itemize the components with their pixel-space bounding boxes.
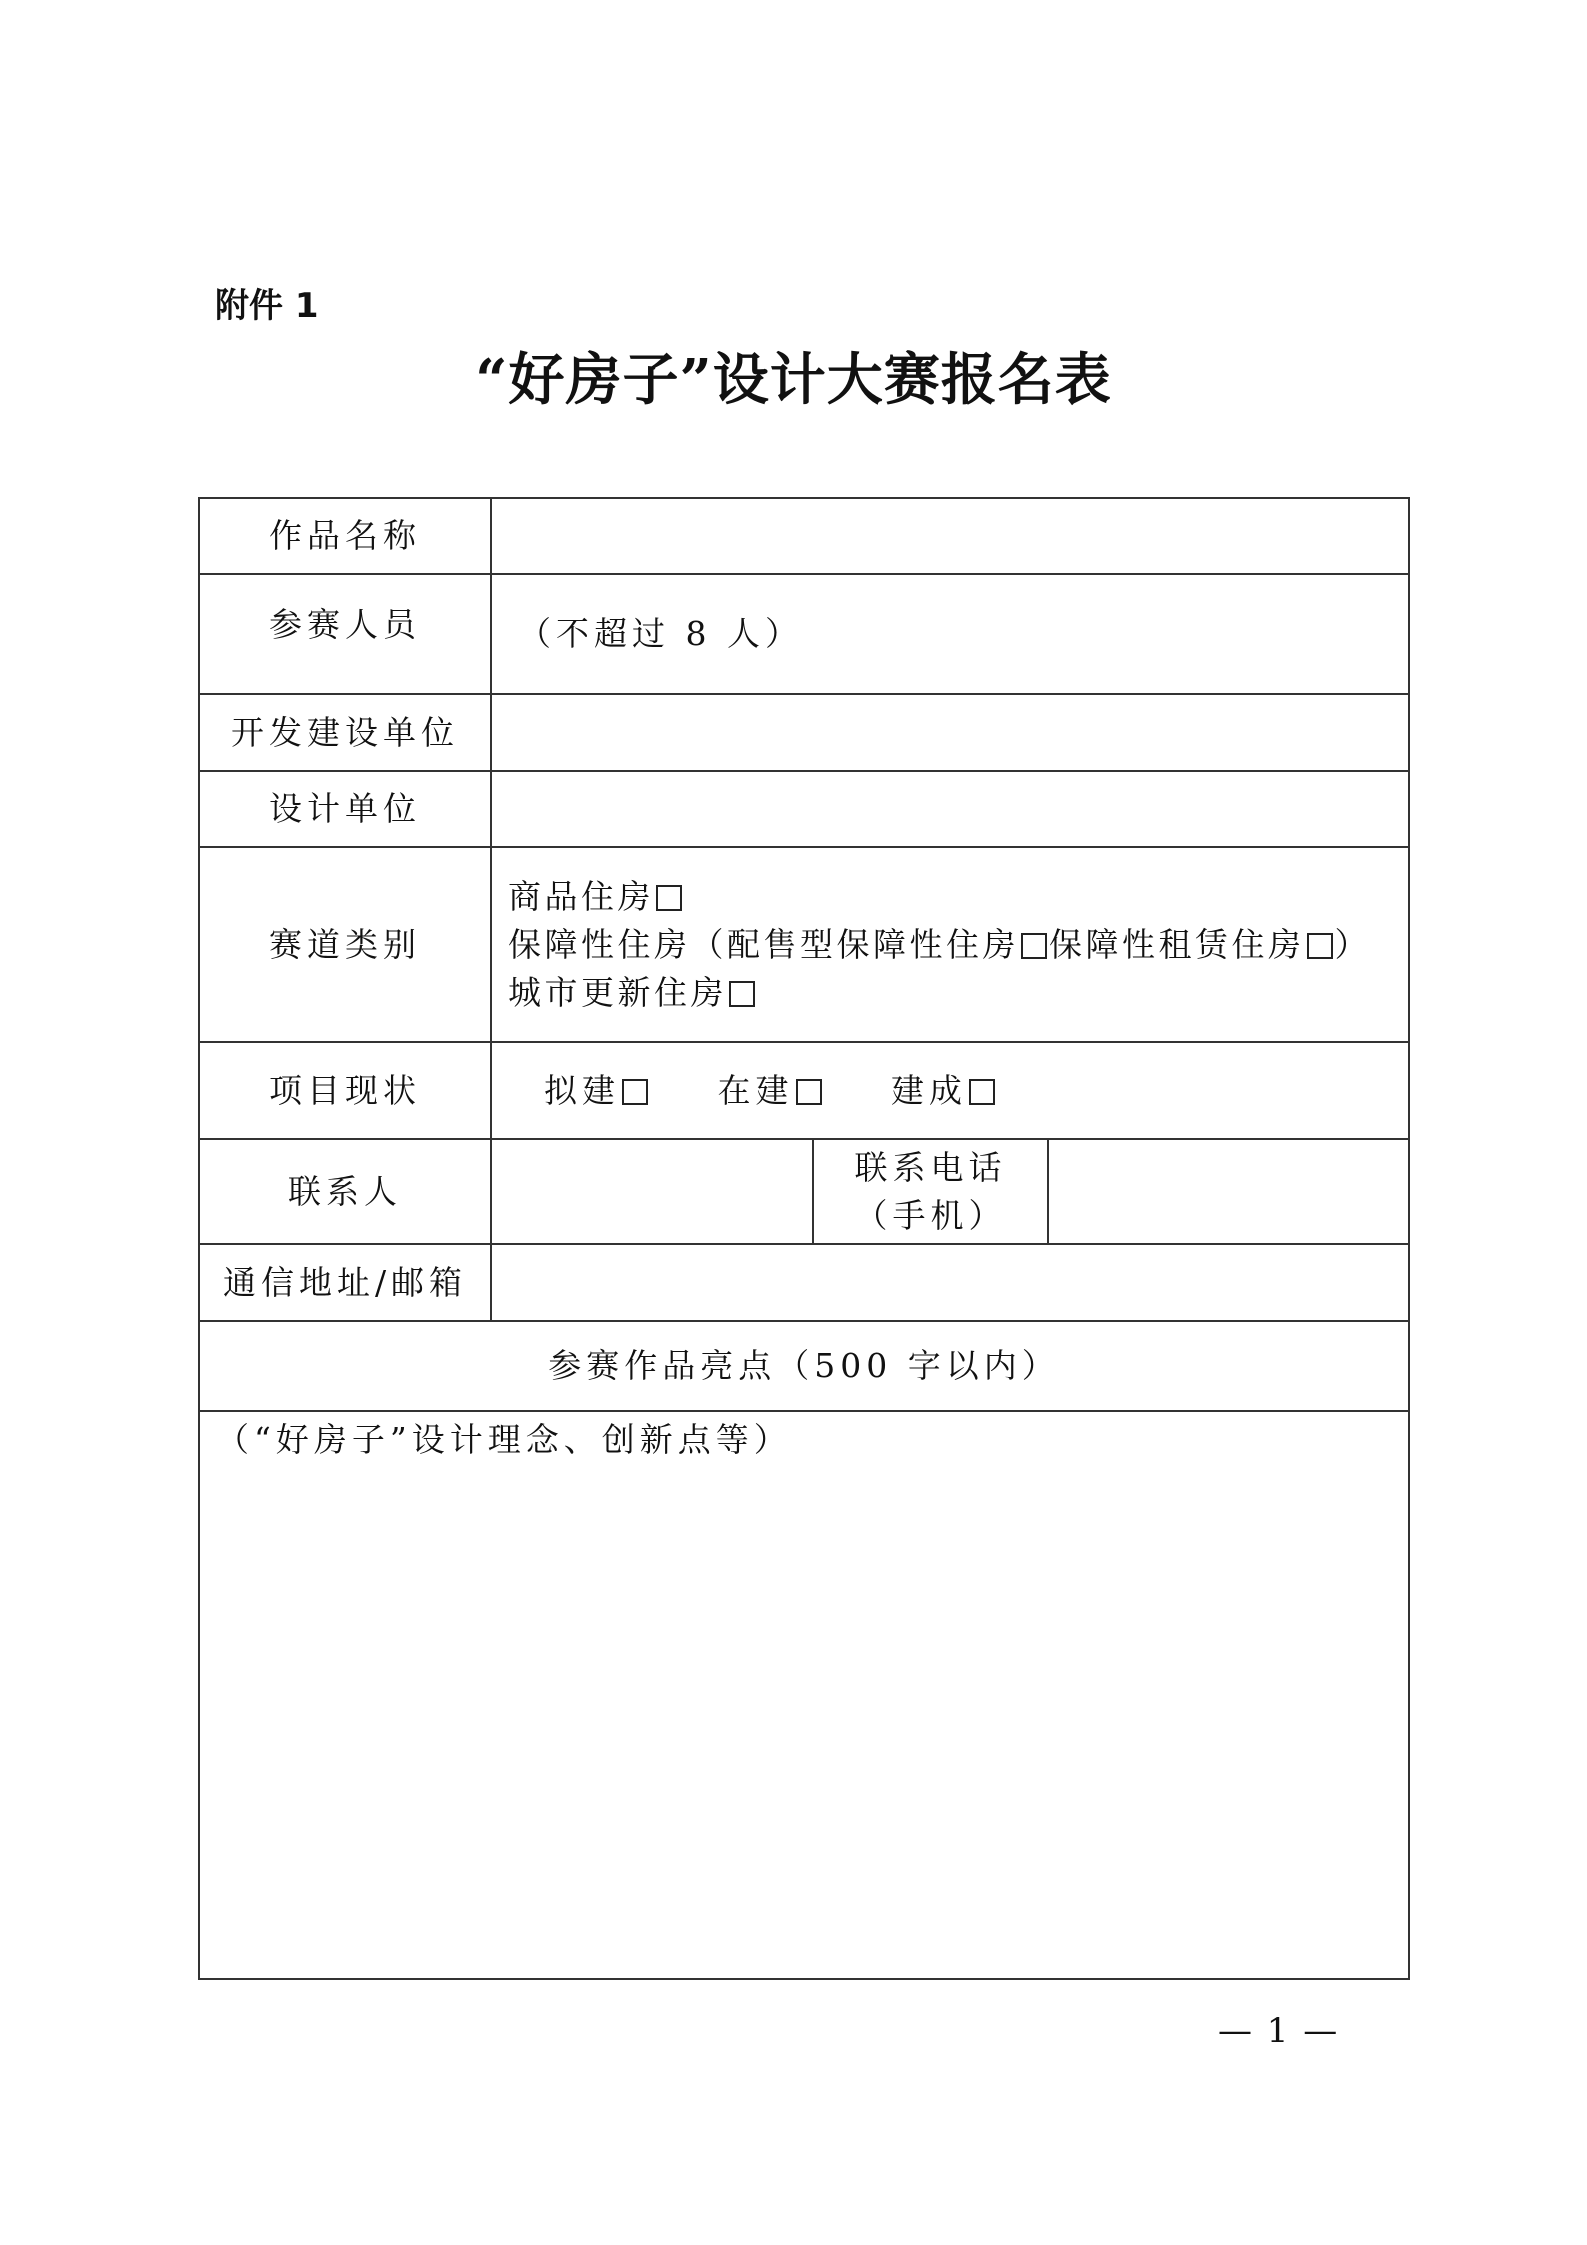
track-option-commercial: 商品住房 [508, 876, 654, 916]
participants-label: 参赛人员 [199, 574, 491, 694]
track-label: 赛道类别 [199, 847, 491, 1042]
track-line-3 [508, 969, 1404, 1017]
track-option-close-paren: ） [1334, 924, 1371, 964]
contact-field[interactable] [491, 1139, 813, 1244]
phone-label-line-1: 联系电话 [854, 1147, 1007, 1187]
track-option-affordable-sale: 保障性住房（配售型保障性住房 [508, 924, 1019, 964]
checkbox-affordable-sale[interactable] [1021, 933, 1047, 959]
phone-field[interactable] [1048, 1139, 1409, 1244]
status-under-construction-label: 在建 [717, 1070, 794, 1110]
checkbox-planned[interactable] [622, 1079, 648, 1105]
work-name-label: 作品名称 [199, 498, 491, 574]
row-project-status [199, 1042, 1409, 1139]
status-completed-label: 建成 [891, 1070, 967, 1110]
track-option-affordable-rent: 保障性租赁住房 [1049, 924, 1305, 964]
row-highlights-body [199, 1411, 1409, 1979]
row-address [199, 1244, 1409, 1321]
developer-field[interactable] [491, 694, 1409, 771]
status-option-planned [544, 1067, 650, 1115]
row-contact [199, 1139, 1409, 1244]
checkbox-under-construction[interactable] [796, 1079, 822, 1105]
status-option-under-construction [718, 1067, 824, 1115]
phone-label-line-2: （手机） [854, 1195, 1007, 1235]
row-developer [199, 694, 1409, 771]
track-options [491, 847, 1409, 1042]
status-planned-label: 拟建 [544, 1070, 620, 1110]
track-line-2 [508, 921, 1404, 969]
checkbox-urban-renewal[interactable] [729, 981, 755, 1007]
row-participants [199, 574, 1409, 694]
participants-field[interactable] [491, 574, 1409, 694]
track-option-urban-renewal: 城市更新住房 [508, 972, 727, 1012]
design-unit-label: 设计单位 [199, 771, 491, 847]
status-option-completed [891, 1067, 997, 1115]
developer-label: 开发建设单位 [199, 694, 491, 771]
row-track [199, 847, 1409, 1042]
contact-label: 联系人 [199, 1139, 491, 1244]
page-title: “好房子”设计大赛报名表 [475, 347, 1112, 413]
registration-form [198, 497, 1410, 1980]
highlights-field[interactable] [199, 1411, 1409, 1979]
row-design-unit [199, 771, 1409, 847]
project-status-label: 项目现状 [199, 1042, 491, 1139]
address-field[interactable] [491, 1244, 1409, 1321]
track-line-1 [508, 873, 1404, 921]
phone-label [813, 1139, 1048, 1244]
project-status-options [491, 1042, 1409, 1139]
checkbox-completed[interactable] [969, 1079, 995, 1105]
checkbox-commercial[interactable] [656, 885, 682, 911]
page-number: — 1 — [1218, 2011, 1340, 2051]
highlights-heading: 参赛作品亮点（500 字以内） [199, 1321, 1409, 1411]
row-work-name [199, 498, 1409, 574]
work-name-field[interactable] [491, 498, 1409, 574]
highlights-hint: （“好房子”设计理念、创新点等） [216, 1420, 792, 1459]
design-unit-field[interactable] [491, 771, 1409, 847]
attachment-label: 附件 1 [215, 286, 319, 326]
row-highlights-heading [199, 1321, 1409, 1411]
participants-hint: （不超过 8 人） [518, 614, 803, 653]
checkbox-affordable-rent[interactable] [1307, 933, 1333, 959]
address-label: 通信地址/邮箱 [199, 1244, 491, 1321]
